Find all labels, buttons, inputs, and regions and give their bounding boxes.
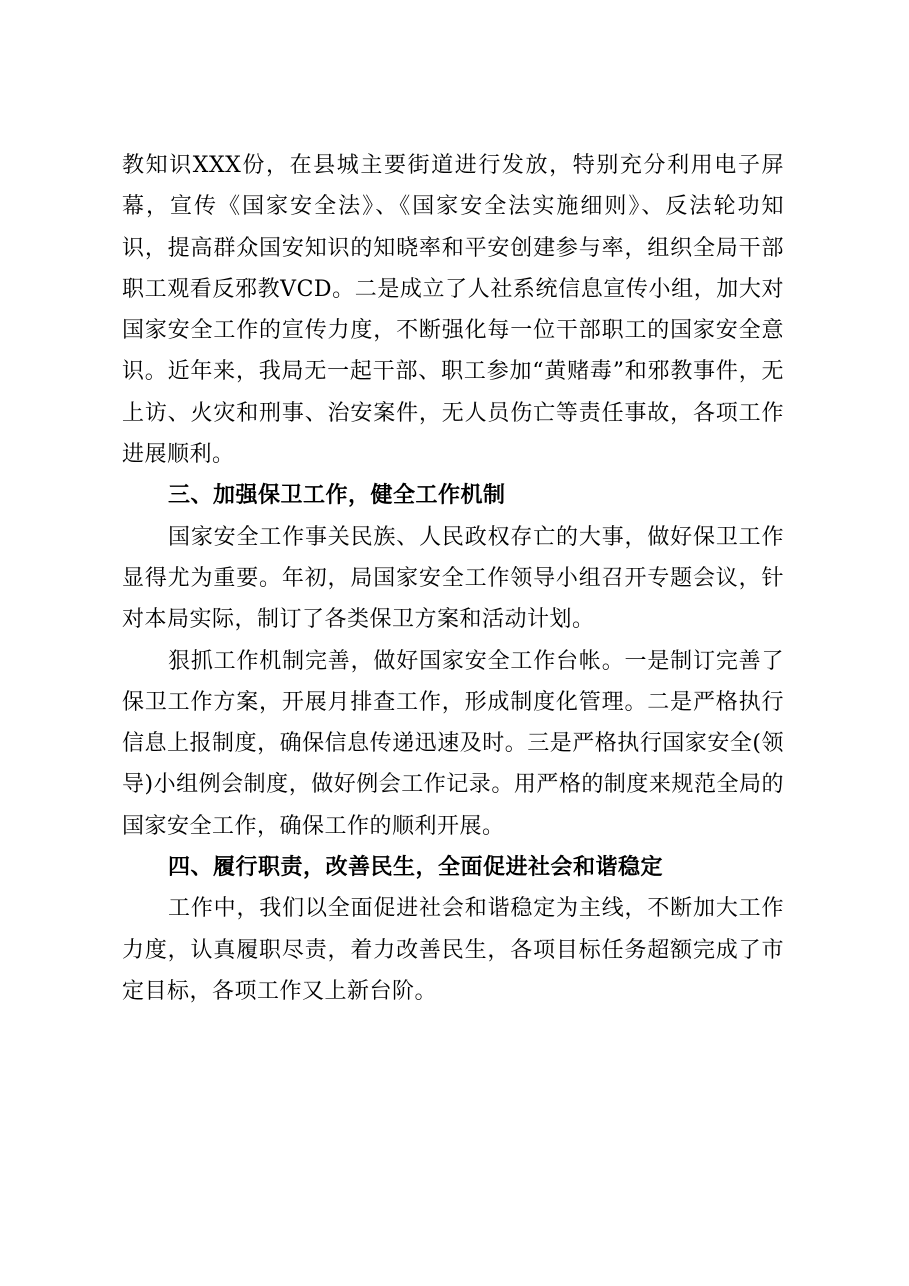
section-heading-4: 四、履行职责，改善民生，全面促进社会和谐稳定 [168,855,664,881]
paragraph-body: 国家安全工作事关民族、人民政权存亡的大事，做好保卫工作显得尤为重要。年初，局国家安全工作领导小组召开专题会议，针对本局实际，制订了各类保卫方案和活动计划。 [122,524,784,633]
document-body [122,145,784,1012]
paragraph-body: 教知识XXX份，在县城主要街道进行发放，特别充分利用电子屏幕，宣传《国家安全法》、《国家安全法实施细则》、反法轮功知识，提高群众国安知识的知晓率和平安创建参与率，组织全局干部职工观看反邪教VCD。二是成立了人社系统信息宣传小组，加大对国家安全工作的宣传力度，不断强化每一位干部职工的国家安全意识。近年来，我局无一起干部、职工参加“黄赌毒”和邪教事件，无上访、火灾和刑事、治安案件，无人员伤亡等责任事故，各项工作进展顺利。 [122,153,784,468]
section-heading-3: 三、加强保卫工作，健全工作机制 [168,483,506,509]
paragraph-body: 狠抓工作机制完善，做好国家安全工作台帐。一是制订完善了保卫工作方案，开展月排查工作，形成制度化管理。二是严格执行信息上报制度，确保信息传递迅速及时。三是严格执行国家安全(领导)小组例会制度，做好例会工作记录。用严格的制度来规范全局的国家安全工作，确保工作的顺利开展。 [122,648,784,839]
paragraph-body: 工作中，我们以全面促进社会和谐稳定为主线，不断加大工作力度，认真履职尽责，着力改善民生，各项目标任务超额完成了市定目标，各项工作又上新台阶。 [122,896,784,1004]
